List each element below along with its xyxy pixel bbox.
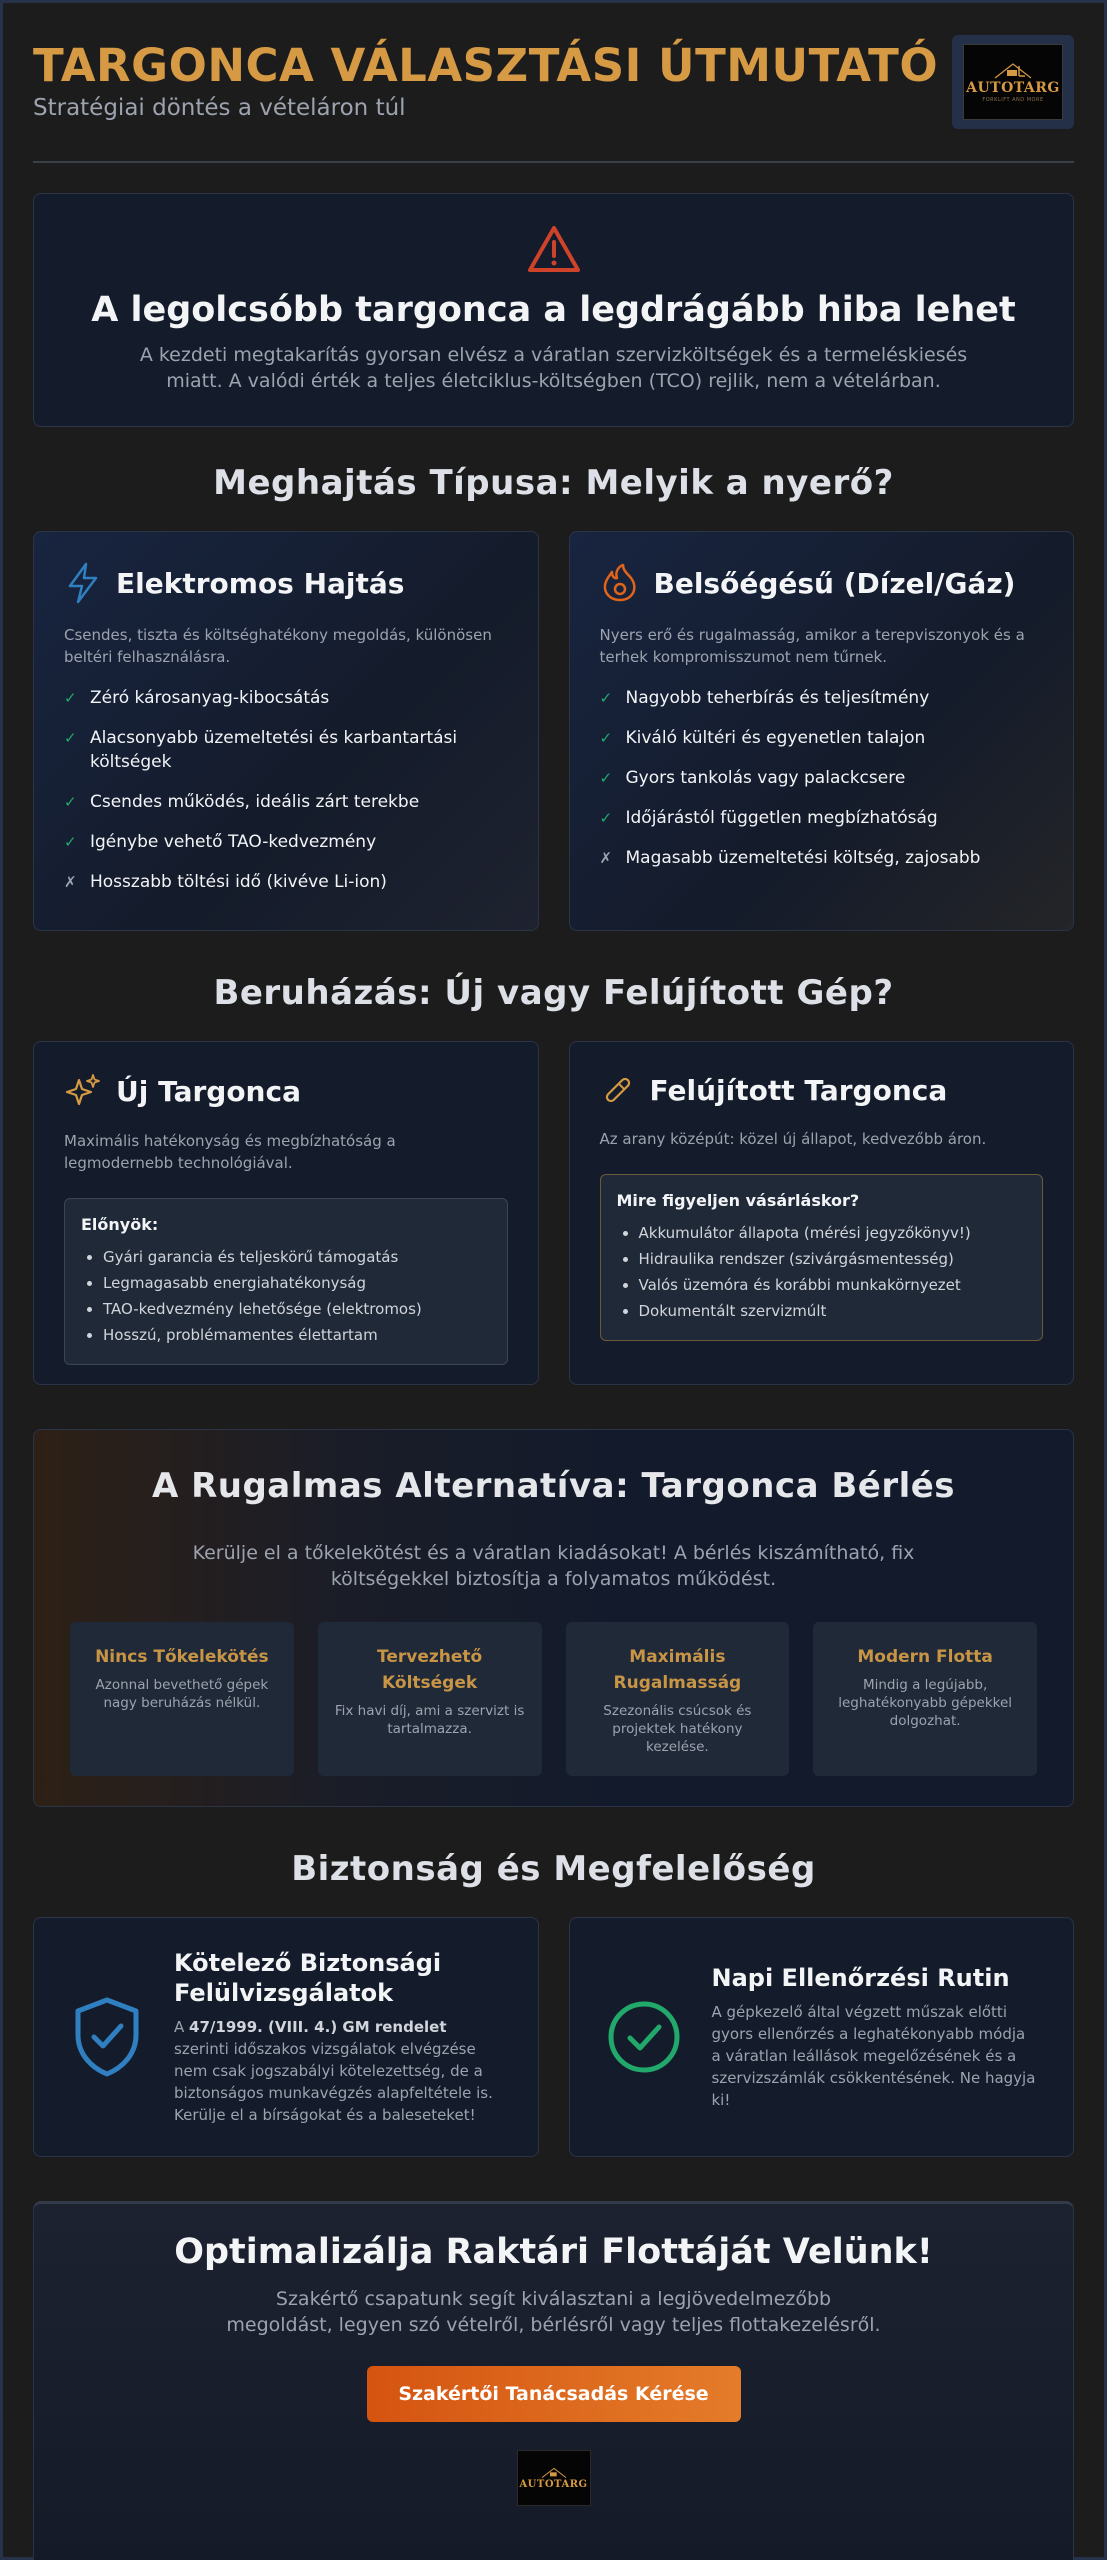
cta-title: Optimalizálja Raktári Flottáját Velünk!: [174, 2232, 933, 2272]
cta-section: [33, 2201, 1074, 2560]
list-item: [600, 806, 1044, 830]
tile-title: Nincs Tőkelekötés: [95, 1647, 269, 1667]
electric-desc: Csendes, tiszta és költséghatékony megoldás, különösen beltéri felhasználásra.: [64, 626, 492, 666]
refurb-card-head: [600, 1072, 1044, 1108]
electric-card: [33, 531, 539, 931]
benefits-list: [81, 1244, 491, 1348]
new-benefits-box: [64, 1198, 508, 1365]
logo-subtext: FORKLIFT AND MORE: [982, 96, 1044, 103]
warning-triangle-icon: [527, 224, 581, 274]
hero-title: A legolcsóbb targonca a legdrágább hiba lehet: [91, 290, 1016, 330]
safety-cards: [33, 1917, 1074, 2157]
new-card-head: [64, 1072, 508, 1110]
check-icon: ✓: [64, 729, 77, 747]
drive-section-title: Meghajtás Típusa: Melyik a nyerő?: [213, 463, 894, 503]
list-item: • Hosszú, problémamentes élettartam: [103, 1322, 491, 1348]
cross-icon: ✗: [599, 849, 613, 867]
feature-text: Nagyobb teherbírás és teljesítmény: [625, 688, 930, 708]
list-item: [600, 726, 1044, 750]
daily-check-text: A gépkezelő által végzett műszak előtti gyors ellenőrzés a leghatékonyabb módja a váratlan leállások megelőzésének és a szervizszámlák csökkentésének. Ne hagyja ki!: [711, 2003, 1036, 2109]
rental-tile: [566, 1622, 790, 1776]
rental-tile: [70, 1622, 294, 1776]
list-item: [64, 830, 508, 854]
list-item: [64, 686, 508, 710]
benefits-title: Előnyök:: [81, 1215, 159, 1234]
list-item: [600, 846, 1044, 870]
check-icon: ✓: [599, 769, 613, 787]
wrench-icon: [600, 1072, 636, 1108]
list-item: [64, 870, 508, 894]
feature-text: Csendes működés, ideális zárt terekbe: [90, 792, 420, 812]
page-subtitle: Stratégiai döntés a vételáron túl: [33, 95, 406, 121]
new-desc: Maximális hatékonyság és megbízhatóság a legmodernebb technológiával.: [64, 1132, 396, 1172]
tile-title: Tervezhető Költségek: [377, 1647, 483, 1693]
feature-text: Hosszabb töltési idő (kivéve Li-ion): [90, 872, 387, 892]
check-icon: ✓: [599, 729, 613, 747]
rental-text: Kerülje el a tőkelekötést és a váratlan kiadásokat! A bérlés kiszámítható, fix költségekkel biztosítja a folyamatos működést.: [192, 1542, 915, 1590]
electric-card-head: [64, 562, 508, 604]
inspection-text-prefix: A: [174, 2018, 190, 2036]
check-circle-icon: [606, 1999, 682, 2075]
refurbished-forklift-card: [569, 1041, 1075, 1385]
tile-title: Maximális Rugalmasság: [613, 1647, 742, 1693]
combustion-card: [569, 531, 1075, 931]
feature-text: Alacsonyabb üzemeltetési és karbantartási költségek: [90, 728, 458, 772]
rental-section: [33, 1429, 1074, 1807]
regulation-reference: 47/1999. (VIII. 4.) GM rendelet: [189, 2018, 447, 2036]
daily-check-title: Napi Ellenőrzési Rutin: [711, 1964, 1010, 1992]
logo-mark: [963, 44, 1063, 120]
sparkles-icon: [64, 1072, 102, 1110]
footer-logo[interactable]: [517, 2450, 591, 2506]
cross-icon: ✗: [64, 873, 77, 891]
new-title: Új Targonca: [116, 1074, 301, 1108]
check-icon: ✓: [599, 809, 613, 827]
rental-tile: [318, 1622, 542, 1776]
tile-text: Mindig a legújabb, leghatékonyabb gépekkel dolgozhat.: [838, 1677, 1013, 1729]
feature-text: Kiváló kültéri és egyenetlen talajon: [625, 728, 926, 748]
fire-icon: [600, 562, 640, 604]
inspection-title: Kötelező Biztonsági Felülvizsgálatok: [174, 1949, 442, 2007]
rental-benefit-tiles: [34, 1622, 1073, 1776]
check-icon: ✓: [599, 689, 613, 707]
safety-section-title: Biztonság és Megfelelőség: [291, 1849, 816, 1889]
tile-text: Azonnal bevethető gépek nagy beruházás nélkül.: [95, 1677, 269, 1711]
inspection-body: [174, 1948, 502, 2126]
feature-text: Magasabb üzemeltetési költség, zajosabb: [625, 848, 981, 868]
feature-text: Igénybe vehető TAO-kedvezmény: [90, 832, 377, 852]
list-item: • Legmagasabb energiahatékonyság: [103, 1270, 491, 1296]
combustion-desc: Nyers erő és rugalmasság, amikor a terepviszonyok és a terhek kompromisszumot nem tűrnek.: [599, 626, 1025, 666]
list-item: • Valós üzemóra és korábbi munkakörnyezet: [639, 1272, 1027, 1298]
combustion-title: Belsőégésű (Dízel/Gáz): [653, 566, 1016, 600]
list-item: [600, 766, 1044, 790]
refurb-title: Felújított Targonca: [649, 1073, 948, 1107]
logo-text: AUTOTARG: [966, 79, 1060, 96]
warning-hero: [33, 193, 1074, 427]
hero-text: A kezdeti megtakarítás gyorsan elvész a váratlan szervizköltségek és a termeléskiesés miatt. A valódi érték a teljes életciklus-költségben (TCO) rejlik, nem a vételárban.: [139, 344, 968, 392]
feature-text: Időjárástól független megbízhatóság: [625, 808, 938, 828]
list-item: [600, 686, 1044, 710]
list-item: [64, 790, 508, 814]
invest-section-title: Beruházás: Új vagy Felújított Gép?: [213, 973, 894, 1013]
shield-check-icon: [70, 1995, 144, 2079]
electric-feature-list: [64, 686, 508, 894]
check-icon: ✓: [64, 833, 77, 851]
list-item: • Akkumulátor állapota (mérési jegyzőkönyv!): [639, 1220, 1027, 1246]
rental-title: A Rugalmas Alternatíva: Targonca Bérlés: [151, 1466, 956, 1506]
daily-check-card: [569, 1917, 1075, 2157]
page-title: TARGONCA VÁLASZTÁSI ÚTMUTATÓ: [33, 39, 939, 92]
combustion-feature-list: [600, 686, 1044, 870]
forklift-logo-icon: [539, 2467, 569, 2479]
lightning-icon: [64, 562, 102, 604]
rental-tile: [813, 1622, 1037, 1776]
list-item: • Dokumentált szervizmúlt: [639, 1298, 1027, 1324]
tile-text: Fix havi díj, ami a szervizt is tartalmazza.: [334, 1703, 525, 1737]
invest-cards: [33, 1041, 1074, 1385]
refurb-checklist-box: [600, 1174, 1044, 1341]
checklist-title: Mire figyeljen vásárláskor?: [616, 1191, 860, 1210]
combustion-card-head: [600, 562, 1044, 604]
forklift-logo-icon: [991, 62, 1035, 80]
electric-title: Elektromos Hajtás: [116, 566, 405, 600]
feature-text: Gyors tankolás vagy palackcsere: [625, 768, 906, 788]
tile-text: Szezonális csúcsok és projektek hatékony kezelése.: [603, 1703, 752, 1755]
refurb-desc: Az arany középút: közel új állapot, kedvezőbb áron.: [599, 1130, 987, 1148]
cta-text: Szakértő csapatunk segít kiválasztani a legjövedelmezőbb megoldást, legyen szó vételről, bérlésről vagy teljes flottakezelésről.: [226, 2288, 881, 2336]
header-logo[interactable]: [952, 35, 1074, 129]
checklist: [617, 1220, 1027, 1324]
list-item: • TAO-kedvezmény lehetősége (elektromos): [103, 1296, 491, 1322]
tile-title: Modern Flotta: [857, 1647, 993, 1667]
list-item: • Gyári garancia és teljeskörű támogatás: [103, 1244, 491, 1270]
inspection-text-suffix: szerinti időszakos vizsgálatok elvégzése nem csak jogszabályi kötelezettség, de a biztonságos munkavégzés alapfeltétele is. Kerülje el a bírságokat és a baleseteket!: [174, 2040, 493, 2124]
inspection-card: [33, 1917, 539, 2157]
new-forklift-card: [33, 1041, 539, 1385]
list-item: [64, 726, 508, 774]
inspection-text: [174, 2016, 502, 2126]
check-icon: ✓: [64, 793, 77, 811]
consultation-request-button[interactable]: Szakértői Tanácsadás Kérése: [367, 2366, 741, 2422]
daily-check-body: [712, 1963, 1038, 2111]
drive-cards: [33, 531, 1074, 931]
header: [33, 3, 1074, 163]
list-item: • Hidraulika rendszer (szivárgásmentesség): [639, 1246, 1027, 1272]
feature-text: Zéró károsanyag-kibocsátás: [90, 688, 330, 708]
footer-logo-text: AUTOTARG: [519, 2478, 588, 2490]
check-icon: ✓: [64, 689, 77, 707]
